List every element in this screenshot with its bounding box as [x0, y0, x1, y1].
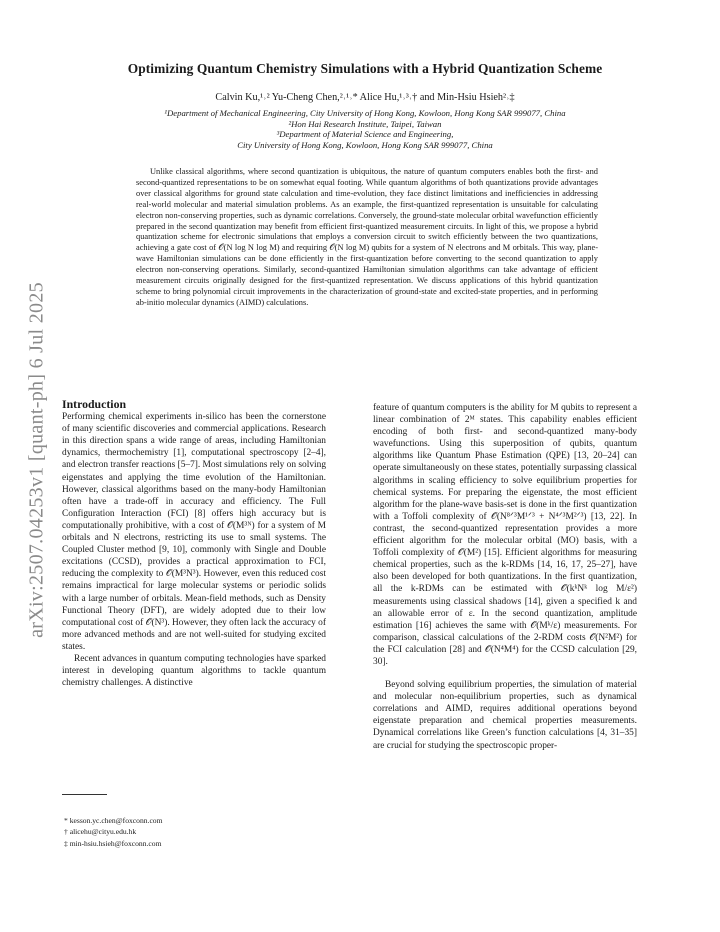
arxiv-identifier	[22, 260, 52, 660]
affiliation-line: City University of Hong Kong, Kowloon, Hong Kong SAR 999077, China	[237, 139, 493, 150]
affiliation-line: ¹Department of Mechanical Engineering, City University of Hong Kong, Kowloon, Hong Kong SAR 999077, China	[164, 108, 566, 118]
paper-title: Optimizing Quantum Chemistry Simulations with a Hybrid Quantization Scheme	[127, 61, 603, 76]
body-paragraph: Recent advances in quantum computing technologies have sparked interest in developing quantum algorithms to tackle quantum chemistry challenges. A distinctive	[62, 653, 326, 689]
abstract	[136, 167, 598, 309]
affiliation-line: ²Hon Hai Research Institute, Taipei, Taiwan	[288, 118, 442, 129]
footnote-email: * kesson.yc.chen@foxconn.com	[64, 816, 163, 825]
left-column	[62, 398, 326, 689]
body-paragraph: Beyond solving equilibrium properties, the simulation of material and molecular non-equilibrium properties, such as dynamical correlations and AIMD, requires additional operations beyond eigenstate preparation and chemical properties measurements. Dynamical correlations like Green’s function calculations [4, 31–35] are crucial for studying the spectroscopic proper-	[373, 680, 637, 751]
right-column	[373, 402, 637, 752]
affiliation-line: ³Department of Material Science and Engineering,	[276, 129, 454, 139]
footnote-email: ‡ min-hsiu.hsieh@foxconn.com	[64, 838, 162, 848]
body-paragraph: Performing chemical experiments in-silico has been the cornerstone of many scientific discoveries and commercial applications. Research in this direction spans a wide range of areas, including Hamiltonian dynamics, thermochemistry [1], computational spectroscopy [2–4], and electron transfer reactions [5–7]. Most simulations rely on solving eigenstates and applying the time evolution of the Hamiltonian. However, classical algorithms based on the many-body Hamiltonian often have a trade-off in accuracy and efficiency. The Full Configuration Interaction (FCI) [8] offers high accuracy but is computationally prohibitive, with a cost of 𝒪(M³ᴺ) for a system of M orbitals and N electrons, restricting its use to small systems. The Coupled Cluster method [9, 10], commonly with Single and Double excitations (CCSD), provides a practical approximation to FCI, reducing the complexity to 𝒪(M³N³). However, even this reduced cost remains impractical for large molecular systems or periodic solids with a large number of orbitals. Mean-field methods, such as Density Functional Theory (DFT), are widely adopted due to their low computational cost of 𝒪(N³). However, they often lack the accuracy of more advanced methods and are not well-suited for studying excited states.	[62, 412, 327, 652]
arxiv-id-text: arXiv:2507.04253v1 [quant-ph] 6 Jul 2025	[25, 282, 48, 638]
abstract-text: Unlike classical algorithms, where second quantization is ubiquitous, the nature of quantum computers enables both the first- and second-quantized representations to be on somewhat equal footing. While quantum algorithms of both quantizations provide advantages over classical algorithms for ground state calculation and time-evolution, they face distinct limitations and inefficiencies in addressing real-world molecular and material simulation problems. As an example, the first-quantized representation is unsuitable for calculating electron non-conserving properties, such as dynamic correlations. Conversely, the ground-state molecular orbital wavefunction efficiently prepared in the second quantization may benefit from efficient first-quantized measurement circuits. In light of this, we propose a hybrid quantization scheme for electronic simulations that employs a conversion circuit to switch efficiently between the two quantizations, achieving a gate cost of 𝒪(N log N log M) and requiring 𝒪(N log M) qubits for a system of N electrons and M orbitals. This way, plane-wave Hamiltonian simulations can be done efficiently in the first-quantization before converting to the second quantization to apply electron non-conserving operations. Similarly, second-quantized Hamiltonian simulation algorithms can take advantage of efficient measurement circuits originally designed for the first-quantized representation. We discuss applications of this hybrid quantization scheme to bring polynomial circuit improvements in the characterization of ground-state and excited-state properties, and in performing ab-initio molecular dynamics (AIMD) calculations.	[136, 167, 598, 307]
affiliations	[60, 108, 670, 150]
footnote-divider	[62, 794, 107, 795]
body-paragraph: feature of quantum computers is the ability for M qubits to represent a linear combination of 2ᴹ states. This capability enables efficient encoding of both first- and second-quantized many-body wavefunctions. Using this superposition of qubits, quantum algorithms like Quantum Phase Estimation (QPE) [13, 20–24] can operate simultaneously on these states, potentially surpassing classical algorithms in scaling efficiency to solve equilibrium properties for chemical systems. For preparing the eigenstate, the most efficient algorithm for the plane-wave basis-set is done in the first quantization with a Toffoli complexity of 𝒪(N⁸ᐟ³M¹ᐟ³ + N⁴ᐟ³M²ᐟ³) [13, 22]. In contrast, the second-quantized representation provides a more efficient algorithm for the molecular orbital (MO) basis, with a Toffoli complexity of 𝒪(M²) [15]. Efficient algorithms for measuring chemical properties, such as the k-RDMs [14, 16, 17, 25–27], have also been developed for both quantizations. In the first quantization, all the k-RDMs can be estimated with 𝒪(kᵏNᵏ log M/ε²) measurements using classical shadows [14], given a specified k and an allowable error of ε. In the second quantization, amplitude estimation [16] achieves the same with 𝒪(Mᵏ/ε) measurements. For comparison, classical calculations of the 2-RDM costs 𝒪(N²M²) for the FCI calculation [28] and 𝒪(N⁴M⁴) for the CCSD calculation [29, 30].	[373, 403, 638, 667]
footnote-email: † alicehu@cityu.edu.hk	[64, 827, 137, 837]
footnotes	[64, 815, 163, 849]
author-list: Calvin Ku,¹˒² Yu-Cheng Chen,²˒¹˒* Alice Hu,¹˒³˒† and Min-Hsiu Hsieh²˒‡	[215, 92, 515, 103]
section-heading-introduction: Introduction	[62, 397, 127, 411]
